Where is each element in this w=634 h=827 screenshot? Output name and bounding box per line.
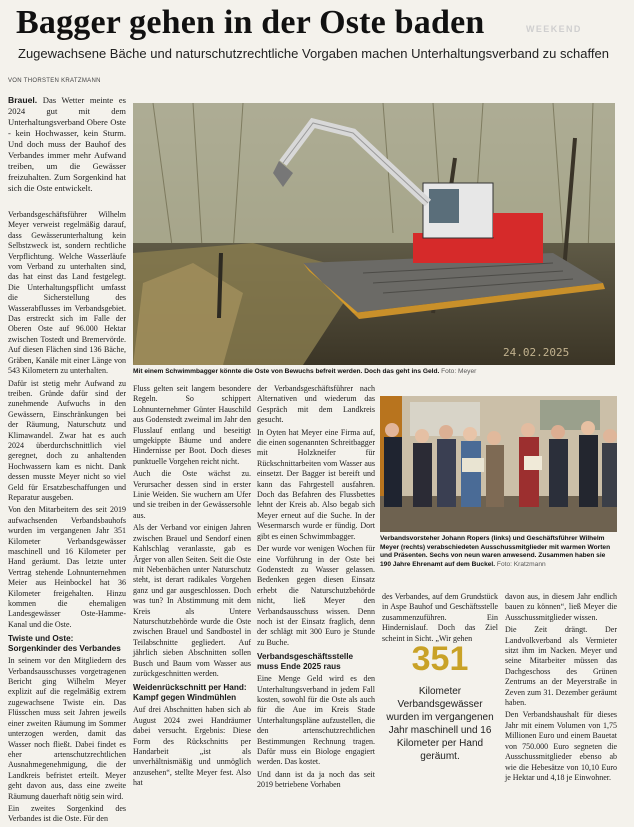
article-column-2: [133, 384, 251, 791]
photo-swimming-excavator: [133, 103, 615, 365]
headline: Bagger gehen in der Oste baden: [16, 4, 485, 41]
subheadline: Zugewachsene Bäche und naturschutzrechtliche Vorgaben machen Unterhaltungsverband zu schaffen: [18, 46, 609, 61]
paragraph: Als der Verband vor einigen Jahren zwischen Brauel und Sendorf einen Kahlschlag veranlasste, gab es Ärger von allen Seiten. Seit die Oste mit Nebenbächen unter Naturschutz steht, ist derart radikales Vorgehen ganz und gar ausgeschlossen. Doch was tun? In Abstimmung mit dem Kreis als Untere Naturschutzbehörde wurde die Oste zwischen Brauel und Sandbostel in Teilabschnitte gegliedert. Auf jährlich sieben Abschnitten sollen Busch und Baum vom Wasser aus zurückgeschnitten werden.: [133, 523, 251, 678]
photo-caption: Verbandsvorsteher Johann Ropers (links) und Geschäftsführer Wilhelm Meyer (rechts) verabschiedeten Ausschussmitglieder mit warmen Worten und Präsenten. Sechs von neun waren anwesend. Zusammen haben sie 190 Jahre Ehrenamt auf dem Buckel. Foto: Kratzmann: [380, 535, 611, 568]
photo-credit: Foto: Meyer: [441, 368, 477, 375]
article-lead: [8, 95, 126, 196]
byline: VON THORSTEN KRATZMANN: [8, 78, 101, 84]
photo-credit: Foto: Kratzmann: [496, 560, 546, 568]
subheading: Weidenrückschnitt per Hand: Kampf gegen Windmühlen: [133, 683, 247, 703]
paragraph: Dafür ist stetig mehr Aufwand zu treiben. Gründe dafür sind der zunehmende Aufwuchs in den Gewässern, Einschränkungen bei der Räumung, Naturschutz und Klimawandel. Zwar hat es auch 2024 überdurchschnittlich viel geregnet, doch zu anhaltenden Hochwassern kam es nicht. Dank dessen musste Meyer nicht so viel Geld für Ersatzbeschaffungen und Reparatur ausgeben.: [8, 378, 126, 502]
paragraph: des Verbandes, auf dem Grundstück in Aspe Bauhof und Geschäftsstelle zusammenzuführen. Ein Hindernislauf. Doch das Ziel scheint in Sicht. „Wir gehen: [382, 592, 498, 643]
photo-date-stamp: 24.02.2025: [503, 346, 570, 359]
article-column-5: [505, 592, 617, 785]
paragraph: Verbandsgeschäftsführer Wilhelm Meyer verweist regelmäßig darauf, dass Gewässerunterhaltung kein Selbstzweck ist, sondern rechtliche Verpflichtung. Welche Wasserläufe vom Verband zu unterhalten sind, das hat einst das Land festgelegt. Die Unterhaltungspflicht umfasst die Sicherstellung des Wasserabflusses im Verbandsgebiet. Das erstreckt sich im Falle der Oberen Oste auf 96.000 Hektar zwischen Tostedt und Bremervörde. Auf diesen Flächen sind 136 Bäche, Gräben, Kanäle mit einer Länge von 543 Kilometern zu unterhalten.: [8, 210, 126, 376]
dateline: Brauel.: [8, 95, 38, 105]
infobox-number: 351: [411, 640, 469, 678]
photo-group-farewell: [380, 396, 617, 532]
paragraph: Ein zweites Sorgenkind des Verbandes ist die Oste. Für den: [8, 803, 126, 824]
paragraph: Auch die Oste wächst zu. Verursacher dessen sind in erster Linie Weiden. Sie wuchern am Ufer und sie treiben in der Gewässersohle aus.: [133, 469, 251, 520]
subheading: Verbandsgeschäftsstelle muss Ende 2025 raus: [257, 652, 354, 672]
paragraph: davon aus, in diesem Jahr endlich bauen zu können“, ließ Meyer die Ausschussmitglieder wissen.: [505, 592, 617, 622]
photo-caption: Mit einem Schwimmbagger könnte die Oste von Bewuchs befreit werden. Doch das geht ins Geld. Foto: Meyer: [133, 368, 477, 375]
article-column-4: [382, 592, 498, 646]
paragraph: Fluss gelten seit langem besondere Regeln. So schippert Lohnunternehmer Günter Hauschild aus Godenstedt zweimal im Jahr den Flusslauf entlang und beseitigt umgekippte Bäume und andere Hindernisse per Boot. Doch dieses punktuelle Vorgehen reicht nicht.: [133, 384, 251, 466]
paragraph: Der wurde vor wenigen Wochen für eine Vorführung in der Oste bei Godenstedt zu Wasser gelassen. Bedenken gegen diesen Einsatz erhebt die Naturschutzbehörde nicht, ließ Meyer den Verbandsausschuss wissen. Denn noch ist der Einsatz fraglich, denn der schlägt mit 300 Euro je Stunde zu Buche.: [257, 544, 375, 647]
paragraph: der Verbandsgeschäftsführer nach Alternativen und wiederum das Gespräch mit dem Landkreis gesucht.: [257, 384, 375, 425]
subheading: Twiste und Oste: Sorgenkinder des Verbandes: [8, 634, 121, 654]
article-column-1: [8, 210, 126, 827]
paragraph: Von den Mitarbeitern des seit 2019 aufwachsenden Verbandsbauhofs wurden im vergangenen Jahr 351 Kilometer Verbandsgewässer maschinell und 16 Kilometer per Hand geräumt. Das letzte unter Vertrag stehende Lohnunternehmen Meier aus Heinbockel hat 36 Kilometer freigehalten. Hinzu kommen die ehemaligen Landesgewässer Oste-Hamme-Kanal und die Oste.: [8, 505, 126, 629]
infobox-text: Kilometer Verbandsgewässer wurden im vergangenen Jahr maschinell und 16 Kilometer per Hand geräumt.: [386, 686, 494, 762]
paragraph: Den Verbandshaushalt für dieses Jahr mit einem Volumen von 1,75 Millionen Euro und einem Bauetat von 750.000 Euro segneten die Ausschussmitglieder ebenso ab wie die Hebesätze von 10,10 Euro je Hektar und 4,18 je Einwohner.: [505, 710, 617, 782]
article-column-3: [257, 384, 375, 793]
paragraph: In seinem vor den Mitgliedern des Verbandsausschusses vorgetragenen Bericht ging Wilhelm Meyer explizit auf die regelmäßig extrem zugewachsene Twiste ein. Das Flüsschen muss seit Jahren jeweils einer zweiten Räumung im Sommer unterzogen werden, damit das Wasser noch fließt. Dabei findet es eher artenschutzrechtlichen Ausnahmegenehmigung, die der Landkreis befristet erteilt. Meyer geht davon aus, dass eine zweite Räumung dauerhaft nötig sein wird.: [8, 656, 126, 801]
lead-text: Das Wetter meinte es 2024 gut mit dem Unterhaltungsverband Obere Oste - kein Hochwasser, kein Sturm. Und doch muss der Bauhof des Verbandes immer mehr Aufwand treiben, um die Gewässer freizuhalten. Zum Sorgenkind hat sich die Oste entwickelt.: [8, 95, 126, 193]
paragraph: Und dann ist da ja noch das seit 2019 betriebene Vorhaben: [257, 769, 375, 790]
bleed-through-text: WEEKEND: [526, 24, 582, 34]
paragraph: Eine Menge Geld wird es den Unterhaltungsverband in jedem Fall kosten, sowohl für die Oste als auch für die Aue im Kreis Stade Unterhaltungspläne aufzustellen, die den artenschutzrechtlichen Bestimmungen Rechnung tragen. Dafür muss ein Biologe engagiert werden. Das kostet.: [257, 674, 375, 767]
paragraph: Die Zeit drängt. Der Landvolkverband als Vermieter sitzt ihm im Nacken. Meyer und seine Mitarbeiter müssen das Dachgeschoss des Grünen Zentrums an der Meyerstraße in Zeven zum 31. Dezember geräumt haben.: [505, 625, 617, 708]
paragraph: Auf drei Abschnitten haben sich ab August 2024 zwei Handräumer dabei versucht. Ergebnis: Diese Form des Rückschnitts per Handarbeit „ist als unverhältnismäßig und unmöglich anzusehen“, stellte Meyer fest. Also hat: [133, 705, 251, 788]
paragraph: In Oyten hat Meyer eine Firma auf, die einen sogenannten Schreitbagger mit Holzkneifer für Rückschnittarbeiten vom Wasser aus einsetzt. Der Bagger ist bereift und kann das Fahrgestell ausfahren. Doch das Befahren des Flussbettes lehnt der Kreis ab. Also begab sich Meyer erneut auf die Suche. In der Wesermarsch wurde er fündig. Dort gibt es einen Schwimmbagger.: [257, 427, 375, 541]
